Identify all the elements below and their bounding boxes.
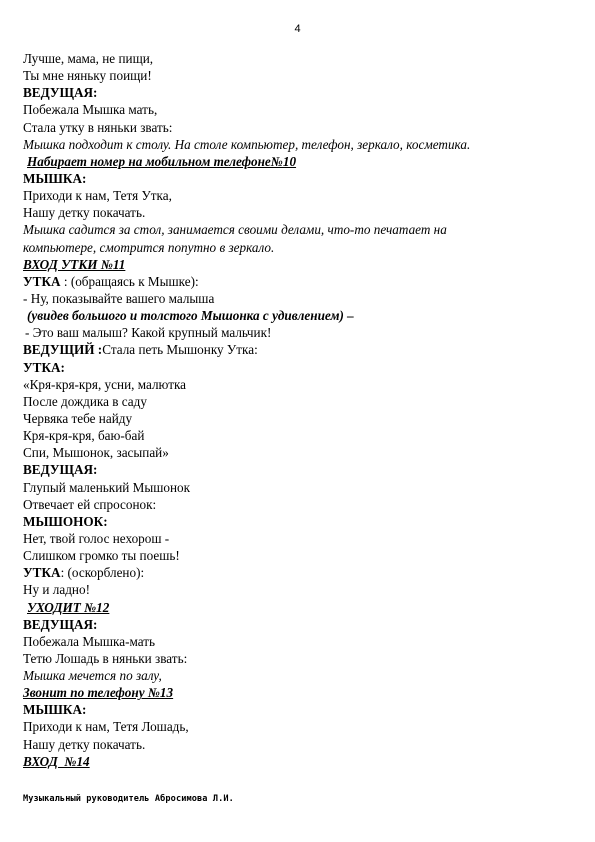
speaker-heading: МЫШОНОК:: [23, 513, 108, 529]
stage-direction: (увидев большого и толстого Мышонка с удивлением) –: [27, 308, 354, 324]
speaker-remark: Стала петь Мышонку Утка:: [102, 342, 258, 358]
dialogue-line: [23, 273, 578, 290]
speaker-label: ВЕДУЩИЙ :: [23, 342, 103, 358]
speaker-heading: ВЕДУЩАЯ:: [23, 462, 98, 478]
verse-line: После дождика в саду: [23, 393, 147, 409]
speaker-heading: МЫШКА:: [23, 702, 87, 718]
verse-line: Слишком громко ты поешь!: [23, 548, 180, 564]
verse-line: - Ну, показывайте вашего малыша: [23, 290, 215, 306]
verse-line: Глупый маленький Мышонок: [23, 479, 191, 495]
page-number: 4: [294, 23, 301, 35]
footer-author: Музыкальный руководитель Абросимова Л.И.: [23, 794, 234, 804]
stage-direction: Мышка подходит к столу. На столе компьютер, телефон, зеркало, косметика.: [23, 136, 471, 152]
stage-direction: Мышка мечется по залу,: [23, 668, 162, 684]
verse-line: - Это ваш малыш? Какой крупный мальчик!: [25, 325, 272, 341]
verse-line: Тетю Лошадь в няньки звать:: [23, 650, 188, 666]
verse-line: Нашу детку покачать.: [23, 205, 146, 221]
speaker-label: УТКА: [23, 565, 61, 581]
cue-heading: ВХОД УТКИ №11: [23, 256, 126, 272]
verse-line: Стала утку в няньки звать:: [23, 119, 173, 135]
cue-heading: Звонит по телефону №13: [23, 685, 174, 701]
cue-heading: ВХОД №14: [23, 753, 90, 769]
verse-line: Червяка тебе найду: [23, 410, 133, 426]
cue-heading: Набирает номер на мобильном телефоне№10: [27, 153, 297, 169]
verse-line: Побежала Мышка мать,: [23, 102, 158, 118]
verse-line: Лучше, мама, не пищи,: [23, 51, 154, 66]
speaker-label: УТКА: [23, 273, 61, 289]
verse-line: Приходи к нам, Тетя Утка,: [23, 188, 172, 204]
verse-line: «Кря-кря-кря, усни, малютка: [23, 376, 187, 392]
speaker-heading: ВЕДУЩАЯ:: [23, 85, 98, 101]
speaker-remark: : (обращаясь к Мышке):: [60, 273, 199, 289]
script-text: [23, 50, 578, 770]
verse-line: Ну и ладно!: [23, 582, 90, 598]
dialogue-line: [23, 341, 578, 358]
speaker-heading: ВЕДУЩАЯ:: [23, 616, 98, 632]
verse-line: Кря-кря-кря, баю-бай: [23, 428, 145, 444]
verse-line: Нет, твой голос нехорош -: [23, 530, 170, 546]
cue-heading: УХОДИТ №12: [27, 599, 110, 615]
verse-line: Отвечает ей спросонок:: [23, 496, 157, 512]
stage-direction: компьютере, смотрится попутно в зеркало.: [23, 239, 275, 255]
verse-line: Нашу детку покачать.: [23, 736, 146, 752]
stage-direction: Мышка садится за стол, занимается своими делами, что-то печатает на: [23, 222, 447, 238]
speaker-heading: МЫШКА:: [23, 170, 87, 186]
verse-line: Приходи к нам, Тетя Лошадь,: [23, 719, 189, 735]
verse-line: Спи, Мышонок, засыпай»: [23, 445, 169, 461]
speaker-remark: : (оскорблено):: [60, 565, 145, 581]
speaker-heading: УТКА:: [23, 359, 65, 375]
verse-line: Побежала Мышка-мать: [23, 633, 156, 649]
dialogue-line: [23, 564, 578, 581]
verse-line: Ты мне няньку поищи!: [23, 68, 152, 84]
